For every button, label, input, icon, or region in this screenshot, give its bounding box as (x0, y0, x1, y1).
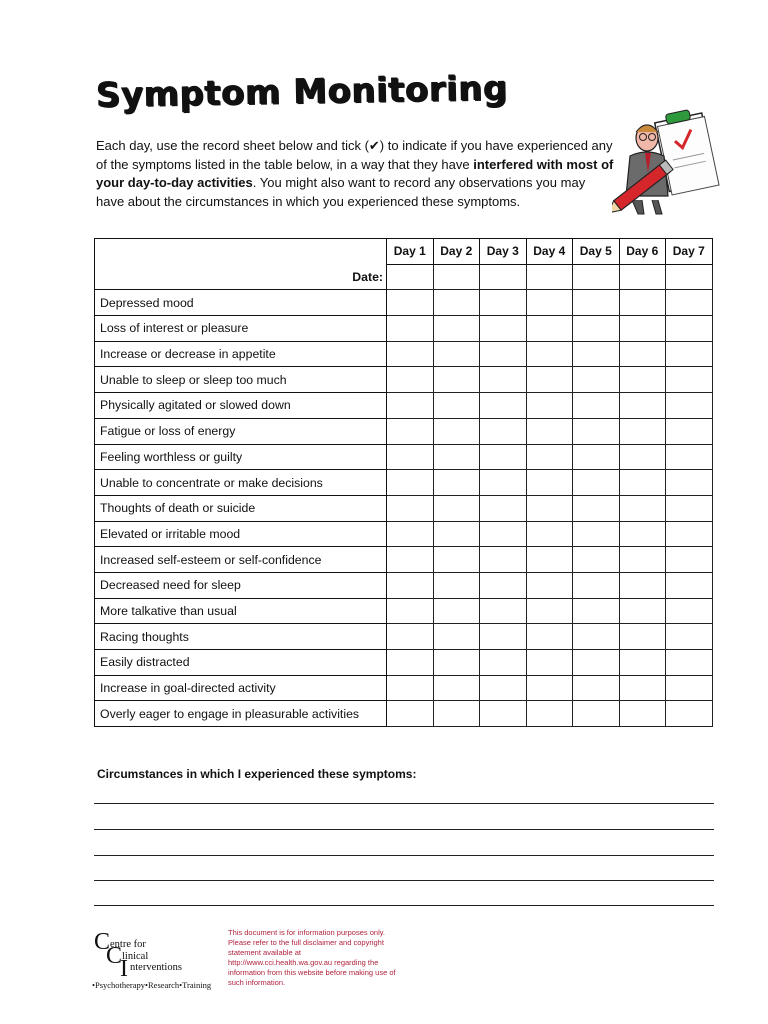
tick-cell[interactable] (387, 341, 434, 367)
tick-cell[interactable] (433, 393, 480, 419)
tick-cell[interactable] (526, 341, 573, 367)
tick-cell[interactable] (480, 624, 527, 650)
circumstances-label: Circumstances in which I experienced these symptoms: (97, 767, 417, 781)
tick-cell[interactable] (387, 624, 434, 650)
tick-cell[interactable] (526, 650, 573, 676)
symptom-label: Feeling worthless or guilty (95, 444, 387, 470)
tick-cell[interactable] (433, 367, 480, 393)
logo-line-1: entre for (110, 939, 146, 950)
table-header-row (95, 239, 713, 265)
tick-cell[interactable] (480, 393, 527, 419)
page-title: Symptom Monitoring (95, 68, 509, 116)
disclaimer-text: This document is for information purposes only. Please refer to the full disclaimer and copyright statement available at http://www.cci.health.wa.gov.au regarding the information from this website before making use of such information. (228, 928, 396, 987)
symptom-label: Racing thoughts (95, 624, 387, 650)
tick-cell[interactable] (433, 624, 480, 650)
writing-line[interactable] (94, 880, 714, 881)
symptom-label: Increase in goal-directed activity (95, 675, 387, 701)
symptom-label: Easily distracted (95, 650, 387, 676)
tick-cell[interactable] (526, 470, 573, 496)
logo-line-2: linical (122, 951, 149, 962)
tick-cell[interactable] (666, 598, 713, 624)
date-cell[interactable] (526, 264, 573, 290)
table-row (95, 624, 713, 650)
table-row (95, 367, 713, 393)
tick-cell[interactable] (433, 444, 480, 470)
tick-cell[interactable] (526, 675, 573, 701)
tick-cell[interactable] (387, 547, 434, 573)
tick-cell[interactable] (433, 547, 480, 573)
tick-cell[interactable] (666, 650, 713, 676)
intro-emphasis: interfered with most of your day-to-day activities (96, 156, 614, 190)
tick-cell[interactable] (619, 547, 666, 573)
tick-cell[interactable] (480, 572, 527, 598)
tick-cell[interactable] (433, 470, 480, 496)
table-row (95, 675, 713, 701)
tick-cell[interactable] (526, 444, 573, 470)
logo-initial-i: I (120, 956, 128, 982)
symptom-label: Overly eager to engage in pleasurable activities (95, 701, 387, 727)
tick-cell[interactable] (619, 316, 666, 342)
day-header: Day 1 (387, 239, 434, 265)
date-cell[interactable] (433, 264, 480, 290)
tick-cell[interactable] (526, 521, 573, 547)
date-cell[interactable] (619, 264, 666, 290)
tick-cell[interactable] (619, 495, 666, 521)
tick-cell[interactable] (480, 675, 527, 701)
tick-cell[interactable] (433, 521, 480, 547)
tick-cell[interactable] (387, 675, 434, 701)
tick-cell[interactable] (526, 598, 573, 624)
day-header: Day 4 (526, 239, 573, 265)
date-label: Date: (95, 264, 387, 290)
tick-cell[interactable] (666, 547, 713, 573)
tick-cell[interactable] (480, 367, 527, 393)
tick-cell[interactable] (433, 495, 480, 521)
table-row (95, 341, 713, 367)
tick-cell[interactable] (619, 675, 666, 701)
tick-cell[interactable] (619, 701, 666, 727)
tick-cell[interactable] (666, 367, 713, 393)
tick-cell[interactable] (619, 367, 666, 393)
tick-cell[interactable] (480, 444, 527, 470)
tick-cell[interactable] (526, 290, 573, 316)
writing-line[interactable] (94, 803, 714, 804)
table-row (95, 444, 713, 470)
logo-initial-c2: C (106, 943, 123, 969)
table-row (95, 598, 713, 624)
tick-cell[interactable] (480, 470, 527, 496)
logo-initial-c1: C (94, 929, 111, 955)
tick-cell[interactable] (573, 650, 620, 676)
symptom-label: Increased self-esteem or self-confidence (95, 547, 387, 573)
tick-cell[interactable] (573, 675, 620, 701)
tick-cell[interactable] (573, 418, 620, 444)
tick-cell[interactable] (619, 393, 666, 419)
tick-cell[interactable] (573, 341, 620, 367)
tick-cell[interactable] (387, 598, 434, 624)
tick-cell[interactable] (666, 521, 713, 547)
tick-cell[interactable] (433, 701, 480, 727)
tick-cell[interactable] (573, 598, 620, 624)
intro-text (96, 137, 616, 211)
symptom-record-table (94, 238, 713, 727)
tick-cell[interactable] (480, 341, 527, 367)
symptom-label: Depressed mood (95, 290, 387, 316)
intro-part-2: . You might also want to record any observations you may have about the circumstances in which you experienced these symptoms. (96, 175, 586, 209)
table-row (95, 316, 713, 342)
tick-cell[interactable] (619, 598, 666, 624)
day-header: Day 5 (573, 239, 620, 265)
table-row (95, 701, 713, 727)
symptom-label: Unable to concentrate or make decisions (95, 470, 387, 496)
tick-cell[interactable] (387, 367, 434, 393)
tick-cell[interactable] (387, 650, 434, 676)
table-row (95, 521, 713, 547)
table-row (95, 290, 713, 316)
table-row (95, 495, 713, 521)
logo-line-3: nterventions (130, 962, 182, 973)
day-header: Day 2 (433, 239, 480, 265)
tick-cell[interactable] (387, 418, 434, 444)
tick-cell[interactable] (433, 290, 480, 316)
tick-cell[interactable] (666, 495, 713, 521)
tick-cell[interactable] (666, 444, 713, 470)
tick-cell[interactable] (526, 572, 573, 598)
tick-cell[interactable] (666, 418, 713, 444)
tick-cell[interactable] (433, 572, 480, 598)
symptom-label: Unable to sleep or sleep too much (95, 367, 387, 393)
tick-cell[interactable] (526, 547, 573, 573)
tick-cell[interactable] (573, 521, 620, 547)
header-blank-cell (95, 239, 387, 265)
tick-cell[interactable] (666, 624, 713, 650)
table-row (95, 650, 713, 676)
tick-cell[interactable] (480, 598, 527, 624)
table-row (95, 470, 713, 496)
tick-cell[interactable] (666, 470, 713, 496)
tick-cell[interactable] (526, 393, 573, 419)
date-row (95, 264, 713, 290)
tick-cell[interactable] (573, 367, 620, 393)
tick-cell[interactable] (480, 521, 527, 547)
tick-cell[interactable] (573, 624, 620, 650)
tick-cell[interactable] (666, 572, 713, 598)
tick-cell[interactable] (666, 341, 713, 367)
day-header: Day 3 (480, 239, 527, 265)
tick-cell[interactable] (619, 572, 666, 598)
tick-cell[interactable] (480, 290, 527, 316)
tick-cell[interactable] (573, 290, 620, 316)
tick-cell[interactable] (480, 547, 527, 573)
tick-cell[interactable] (433, 316, 480, 342)
symptom-label: Elevated or irritable mood (95, 521, 387, 547)
tick-cell[interactable] (619, 521, 666, 547)
tick-cell[interactable] (573, 495, 620, 521)
tick-cell[interactable] (666, 290, 713, 316)
tick-cell[interactable] (619, 341, 666, 367)
tick-cell[interactable] (619, 470, 666, 496)
tick-cell[interactable] (387, 572, 434, 598)
tick-cell[interactable] (526, 418, 573, 444)
day-header: Day 6 (619, 239, 666, 265)
tick-cell[interactable] (619, 650, 666, 676)
tick-cell[interactable] (387, 290, 434, 316)
day-header: Day 7 (666, 239, 713, 265)
writing-line[interactable] (94, 905, 714, 906)
tick-cell[interactable] (387, 444, 434, 470)
tick-cell[interactable] (573, 701, 620, 727)
table-row (95, 547, 713, 573)
tick-cell[interactable] (480, 495, 527, 521)
symptom-label: Thoughts of death or suicide (95, 495, 387, 521)
date-cell[interactable] (666, 264, 713, 290)
tick-cell[interactable] (480, 650, 527, 676)
table-row (95, 572, 713, 598)
tick-cell[interactable] (526, 495, 573, 521)
tick-cell[interactable] (526, 316, 573, 342)
symptom-label: Physically agitated or slowed down (95, 393, 387, 419)
tick-cell[interactable] (666, 316, 713, 342)
tick-cell[interactable] (480, 316, 527, 342)
tick-cell[interactable] (433, 598, 480, 624)
tick-cell[interactable] (619, 418, 666, 444)
tick-cell[interactable] (619, 444, 666, 470)
writing-line[interactable] (94, 855, 714, 856)
tick-cell[interactable] (666, 701, 713, 727)
tick-cell[interactable] (666, 675, 713, 701)
tick-cell[interactable] (573, 393, 620, 419)
table-row (95, 418, 713, 444)
table-row (95, 393, 713, 419)
tick-cell[interactable] (666, 393, 713, 419)
tick-cell[interactable] (573, 572, 620, 598)
tick-cell[interactable] (433, 650, 480, 676)
tick-cell[interactable] (480, 418, 527, 444)
date-cell[interactable] (573, 264, 620, 290)
symptom-label: Loss of interest or pleasure (95, 316, 387, 342)
writing-line[interactable] (94, 829, 714, 830)
intro-part-1: Each day, use the record sheet below and tick (✔) to indicate if you have experienced any of the symptoms listed in the table below, in a way that they have (96, 138, 613, 172)
tick-cell[interactable] (526, 367, 573, 393)
tick-cell[interactable] (526, 701, 573, 727)
tick-cell[interactable] (387, 521, 434, 547)
symptom-label: Decreased need for sleep (95, 572, 387, 598)
clipboard-pencil-person-icon (612, 100, 722, 220)
tick-cell[interactable] (573, 444, 620, 470)
symptom-record-table-wrap (94, 238, 713, 727)
logo-tagline: •Psychotherapy•Research•Training (92, 980, 212, 990)
tick-cell[interactable] (480, 701, 527, 727)
tick-cell[interactable] (619, 624, 666, 650)
tick-cell[interactable] (573, 316, 620, 342)
symptom-label: Increase or decrease in appetite (95, 341, 387, 367)
tick-cell[interactable] (387, 701, 434, 727)
tick-cell[interactable] (433, 341, 480, 367)
tick-cell[interactable] (433, 418, 480, 444)
tick-cell[interactable] (619, 290, 666, 316)
tick-cell[interactable] (387, 470, 434, 496)
symptom-label: Fatigue or loss of energy (95, 418, 387, 444)
date-cell[interactable] (387, 264, 434, 290)
tick-cell[interactable] (387, 393, 434, 419)
tick-cell[interactable] (387, 495, 434, 521)
date-cell[interactable] (480, 264, 527, 290)
tick-cell[interactable] (433, 675, 480, 701)
tick-cell[interactable] (573, 547, 620, 573)
tick-cell[interactable] (387, 316, 434, 342)
tick-cell[interactable] (573, 470, 620, 496)
tick-cell[interactable] (526, 624, 573, 650)
symptom-label: More talkative than usual (95, 598, 387, 624)
